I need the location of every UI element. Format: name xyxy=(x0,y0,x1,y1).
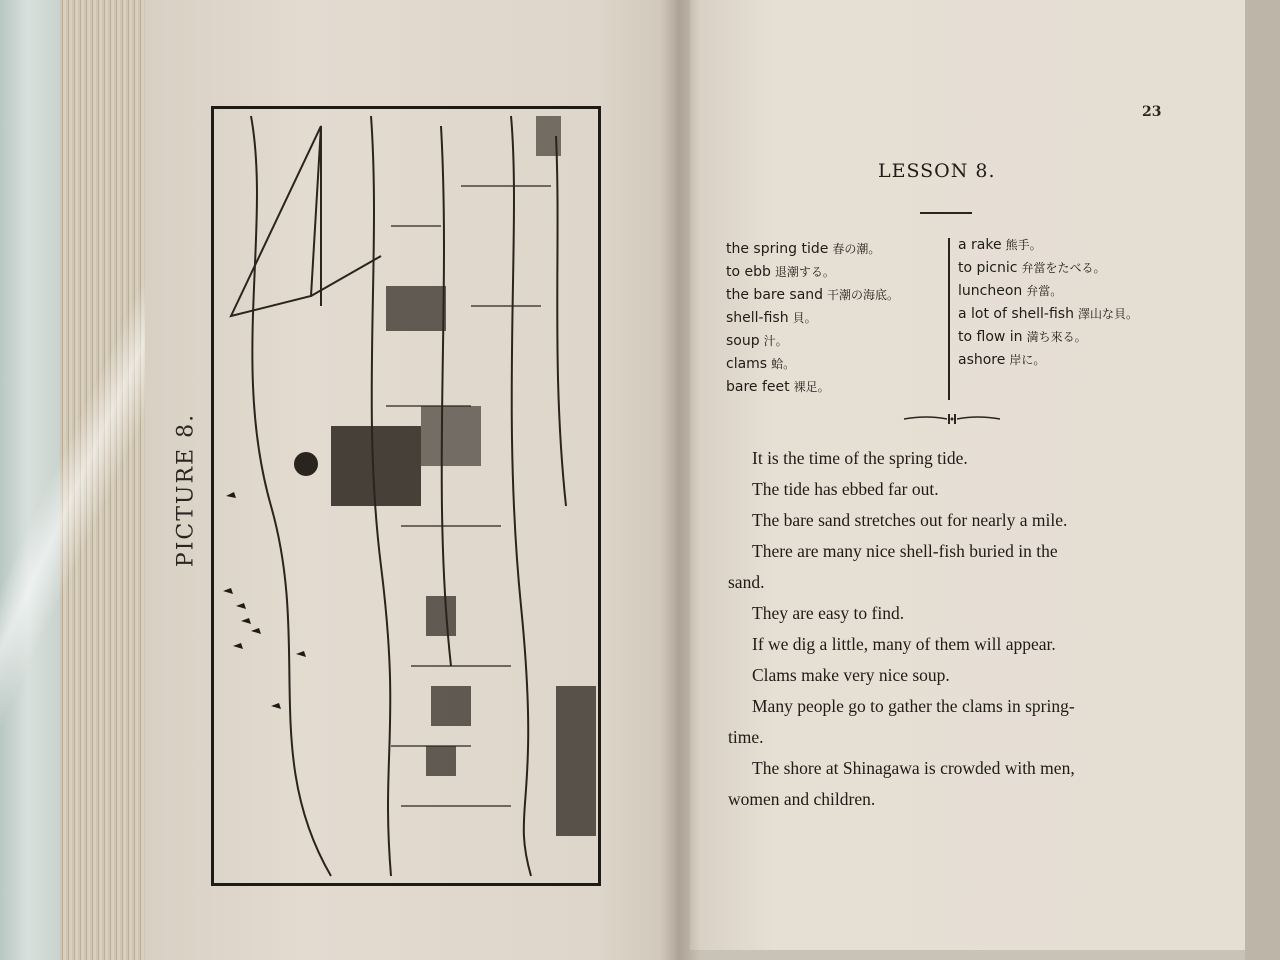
vocab-item: to ebb 退潮する。 xyxy=(726,264,835,280)
vocab-item: a rake 熊手。 xyxy=(958,237,1042,253)
vocabulary-list-right xyxy=(958,234,1138,372)
vocab-item: shell-fish 貝。 xyxy=(726,310,817,326)
vocab-item: ashore 岸に。 xyxy=(958,352,1046,368)
ornament-divider-icon xyxy=(902,412,1002,426)
sentence: It is the time of the spring tide. xyxy=(752,448,968,468)
sentence: Many people go to gather the clams in spring- xyxy=(752,696,1075,716)
sentence: There are many nice shell-fish buried in the xyxy=(752,541,1058,561)
sentence: They are easy to find. xyxy=(752,603,905,623)
sentence: sand. xyxy=(728,572,765,592)
vocab-item: bare feet 裸足。 xyxy=(726,379,830,395)
shore-illustration xyxy=(211,106,601,886)
vocab-item: the bare sand 干潮の海底。 xyxy=(726,287,900,303)
glass-reflection xyxy=(0,0,160,960)
vocab-item: soup 汁。 xyxy=(726,333,788,349)
vocab-column-divider xyxy=(948,238,950,400)
vocab-item: the spring tide 春の潮。 xyxy=(726,241,881,257)
vocab-item: luncheon 弁當。 xyxy=(958,283,1063,299)
vocabulary-list-left xyxy=(726,238,899,399)
picture-caption: PICTURE 8. xyxy=(173,412,199,568)
sentence: The tide has ebbed far out. xyxy=(752,479,939,499)
vocab-item: a lot of shell-fish 澤山な貝。 xyxy=(958,306,1138,322)
book-gutter xyxy=(660,0,700,960)
background-surface xyxy=(1245,0,1280,960)
sentence: The bare sand stretches out for nearly a mile. xyxy=(752,510,1068,530)
title-divider xyxy=(920,212,972,214)
page-number: 23 xyxy=(1142,104,1162,120)
sentence: women and children. xyxy=(728,789,876,809)
lesson-title: LESSON 8. xyxy=(878,160,996,182)
lesson-body xyxy=(728,443,1188,815)
vocab-item: to picnic 弁當をたべる。 xyxy=(958,260,1106,276)
vocab-item: clams 蛤。 xyxy=(726,356,796,372)
sentence: time. xyxy=(728,727,764,747)
sentence: Clams make very nice soup. xyxy=(752,665,950,685)
sentence: The shore at Shinagawa is crowded with men, xyxy=(752,758,1075,778)
sentence: If we dig a little, many of them will appear. xyxy=(752,634,1056,654)
vocab-item: to flow in 満ち來る。 xyxy=(958,329,1087,345)
